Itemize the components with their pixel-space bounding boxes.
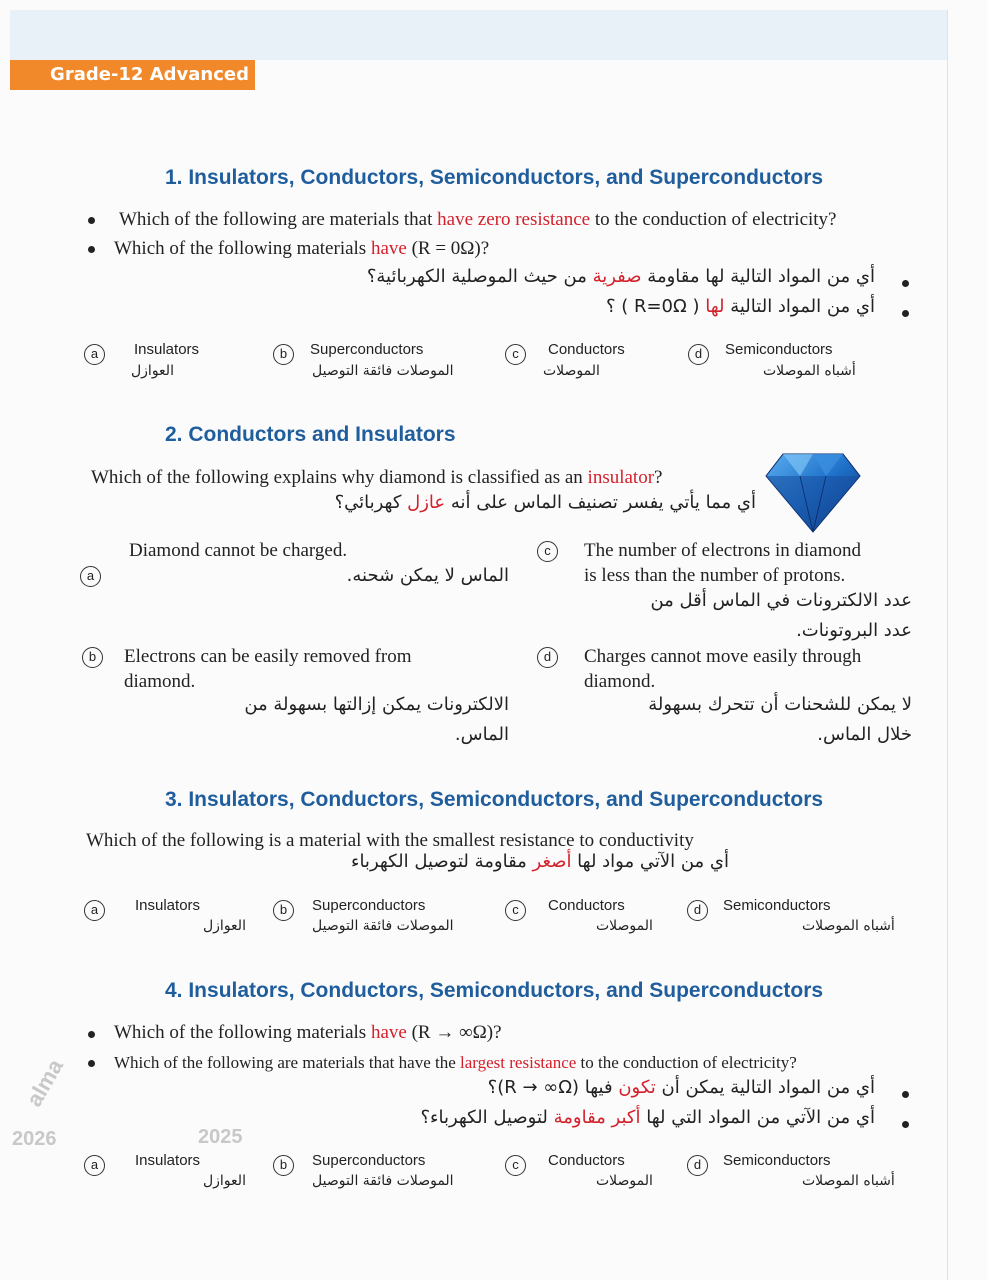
q2-option-d-en-line1: Charges cannot move easily through — [584, 646, 862, 667]
q1-option-c-ar: الموصلات — [543, 363, 600, 379]
q2-option-b-ar — [149, 690, 509, 750]
q2-option-d-ar-line2: خلال الماس. — [817, 724, 912, 745]
q2-option-a-ar — [149, 561, 509, 591]
q4-option-b-ar: الموصلات فائقة التوصيل — [312, 1173, 454, 1189]
q2-option-c-letter[interactable]: c — [537, 541, 558, 562]
q3-option-a[interactable]: Insulators — [135, 897, 201, 914]
q1-en-line2: Which of the following materials have (R = 0Ω)? — [114, 238, 490, 259]
q2-option-c[interactable] — [584, 538, 924, 588]
q3-option-b[interactable]: Superconductors — [312, 897, 426, 914]
bullet — [902, 280, 909, 287]
q4-option-d[interactable]: Semiconductors — [723, 1152, 831, 1169]
q3-option-a-letter[interactable]: a — [84, 900, 105, 921]
bullet — [88, 217, 95, 224]
q2-option-b[interactable] — [124, 644, 524, 694]
q2-option-a-en-line1: Diamond cannot be charged. — [129, 540, 348, 561]
q1-option-b[interactable]: Superconductors — [310, 341, 424, 358]
q4-option-a-ar: العوازل — [203, 1173, 246, 1189]
q1-option-b-letter[interactable]: b — [273, 344, 294, 365]
q1-ar-line2: أي من المواد التالية لها ( R=0Ω ) ؟ — [605, 296, 875, 317]
q3-option-c[interactable]: Conductors — [548, 897, 625, 914]
q2-option-a-letter[interactable]: a — [80, 566, 101, 587]
watermark-year-2025: 2025 — [198, 1126, 243, 1148]
q3-option-c-ar: الموصلات — [596, 918, 653, 934]
q2-option-b-ar-line2: الماس. — [454, 724, 509, 745]
q1-option-d[interactable]: Semiconductors — [725, 341, 833, 358]
q4-en-line2: Which of the following are materials that have the largest resistance to the conduction of electricity? — [114, 1053, 797, 1072]
q2-title: 2. Conductors and Insulators — [165, 423, 456, 446]
q3-ar: أي من الآتي مواد لها أصغر مقاومة لتوصيل الكهرباء — [350, 851, 729, 872]
q4-option-c[interactable]: Conductors — [548, 1152, 625, 1169]
q2-option-d-letter[interactable]: d — [537, 647, 558, 668]
q2-option-d[interactable] — [584, 644, 924, 694]
q4-option-a[interactable]: Insulators — [135, 1152, 201, 1169]
q3-option-c-letter[interactable]: c — [505, 900, 526, 921]
q1-option-a-ar: العوازل — [131, 363, 174, 379]
q1-option-a-letter[interactable]: a — [84, 344, 105, 365]
bullet — [88, 1031, 95, 1038]
watermark-year-2026: 2026 — [12, 1128, 57, 1150]
top-band — [10, 10, 947, 60]
q4-option-d-ar: أشباه الموصلات — [802, 1173, 895, 1189]
q1-option-b-ar: الموصلات فائقة التوصيل — [312, 363, 454, 379]
q2-option-a-ar-line1: الماس لا يمكن شحنه. — [346, 565, 509, 586]
q2-option-b-letter[interactable]: b — [82, 647, 103, 668]
q4-option-b[interactable]: Superconductors — [312, 1152, 426, 1169]
q4-option-c-ar: الموصلات — [596, 1173, 653, 1189]
q3-option-b-ar: الموصلات فائقة التوصيل — [312, 918, 454, 934]
q1-option-c[interactable]: Conductors — [548, 341, 625, 358]
q1-en-line1: Which of the following are materials that have zero resistance to the conduction of electricity? — [119, 209, 837, 230]
q4-option-b-letter[interactable]: b — [273, 1155, 294, 1176]
q3-option-d[interactable]: Semiconductors — [723, 897, 831, 914]
q2-option-d-en-line2: diamond. — [584, 671, 656, 692]
q2-option-b-en-line1: Electrons can be easily removed from — [124, 646, 412, 667]
grade-label: Grade-12 Advanced — [10, 60, 255, 90]
q2-option-d-ar — [572, 690, 912, 750]
q4-ar-line1: أي من المواد التالية يمكن أن تكون فيها (R → ∞Ω)؟ — [487, 1077, 875, 1098]
q3-title: 3. Insulators, Conductors, Semiconductors, and Superconductors — [165, 788, 824, 811]
q2-option-c-ar-line1: عدد الالكترونات في الماس أقل من — [650, 590, 912, 611]
q4-option-d-letter[interactable]: d — [687, 1155, 708, 1176]
bullet — [88, 1060, 95, 1067]
bullet — [902, 1091, 909, 1098]
q2-option-b-ar-line1: الالكترونات يمكن إزالتها بسهولة من — [244, 694, 509, 715]
q2-en: Which of the following explains why diamond is classified as an insulator? — [91, 467, 663, 488]
q2-option-c-ar-line2: عدد البروتونات. — [796, 620, 912, 641]
q2-ar: أي مما يأتي يفسر تصنيف الماس على أنه عازل كهربائي؟ — [334, 492, 756, 513]
diamond-image — [765, 446, 861, 534]
q3-option-b-letter[interactable]: b — [273, 900, 294, 921]
q1-option-a[interactable]: Insulators — [134, 341, 200, 358]
q4-option-a-letter[interactable]: a — [84, 1155, 105, 1176]
q3-option-a-ar: العوازل — [203, 918, 246, 934]
q2-option-c-en-line1: The number of electrons in diamond — [584, 540, 862, 561]
q2-option-a[interactable] — [129, 538, 529, 563]
q2-option-c-ar — [572, 586, 912, 646]
q3-option-d-letter[interactable]: d — [687, 900, 708, 921]
q1-ar-line1: أي من المواد التالية لها مقاومة صفرية من حيث الموصلية الكهربائية؟ — [366, 266, 875, 287]
q4-option-c-letter[interactable]: c — [505, 1155, 526, 1176]
q2-option-d-ar-line1: لا يمكن للشحنات أن تتحرك بسهولة — [648, 694, 912, 715]
q1-option-d-letter[interactable]: d — [688, 344, 709, 365]
q2-option-c-en-line2: is less than the number of protons. — [584, 565, 846, 586]
q1-option-d-ar: أشباه الموصلات — [763, 363, 856, 379]
q4-title: 4. Insulators, Conductors, Semiconductors, and Superconductors — [165, 979, 824, 1002]
q4-en-line1: Which of the following materials have (R → ∞Ω)? — [114, 1022, 502, 1043]
q1-title: 1. Insulators, Conductors, Semiconductors, and Superconductors — [165, 166, 824, 189]
bullet — [902, 310, 909, 317]
bullet — [902, 1121, 909, 1128]
q1-option-c-letter[interactable]: c — [505, 344, 526, 365]
watermark-brand: alma — [21, 1054, 69, 1111]
q3-en: Which of the following is a material with the smallest resistance to conductivity — [86, 830, 694, 851]
bullet — [88, 246, 95, 253]
page-edge — [947, 10, 948, 1280]
q4-ar-line2: أي من الآتي من المواد التي لها أكبر مقاومة لتوصيل الكهرباء؟ — [420, 1107, 875, 1128]
q2-option-b-en-line2: diamond. — [124, 671, 196, 692]
q3-option-d-ar: أشباه الموصلات — [802, 918, 895, 934]
